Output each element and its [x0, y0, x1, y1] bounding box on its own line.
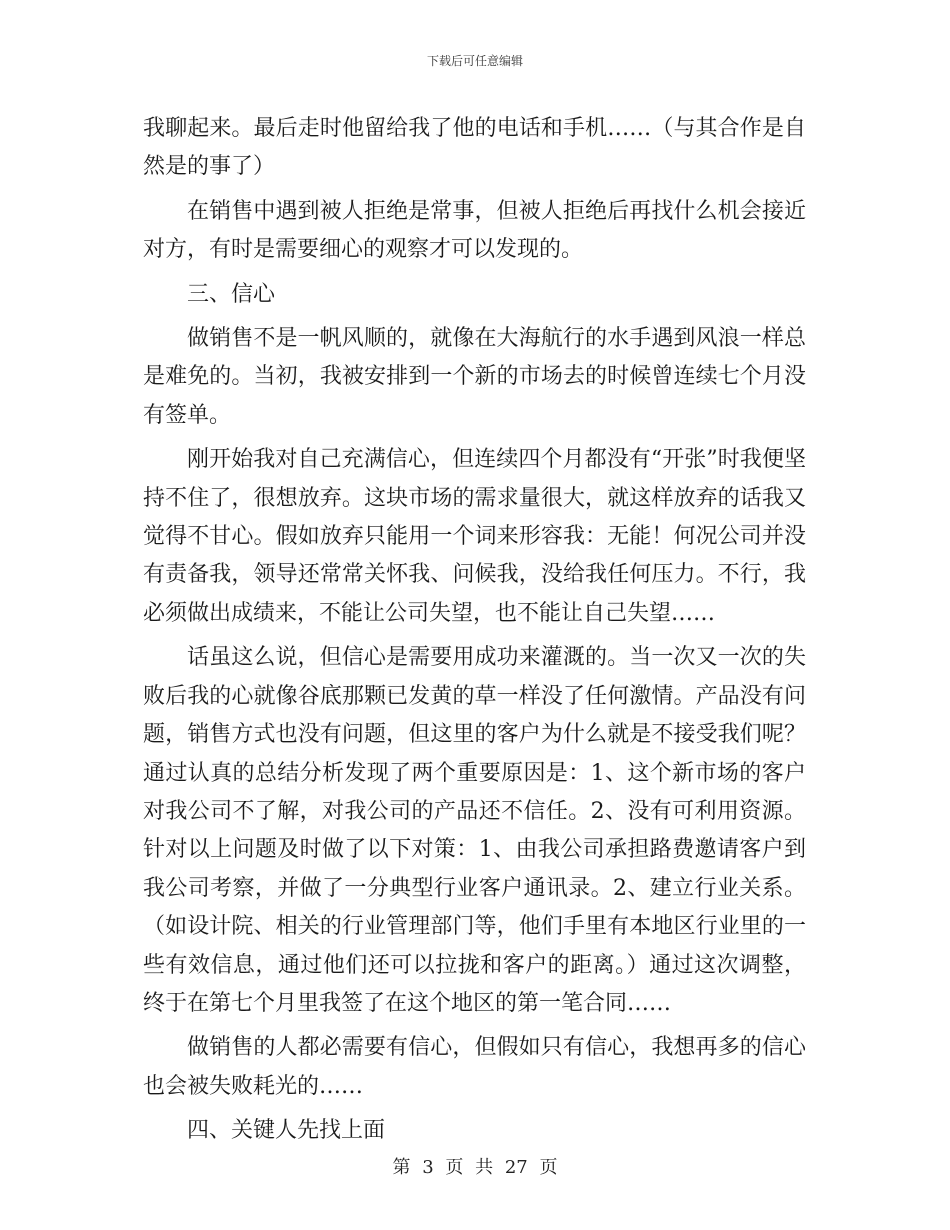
- page-header: 下载后可任意编辑: [426, 54, 523, 68]
- document-body: [143, 110, 806, 1151]
- paragraph-continuation: 我聊起来。最后走时他留给我了他的电话和手机……（与其合作是自然是的事了）: [143, 116, 806, 180]
- section-heading-key-person: 四、关键人先找上面: [187, 1118, 386, 1144]
- paragraph-confidence-summary: 做销售的人都必需要有信心，但假如只有信心，我想再多的信心也会被失败耗光的……: [143, 1035, 806, 1099]
- paragraph-self-confidence: 刚开始我对自己充满信心，但连续四个月都没有“开张”时我便坚持不住了，很想放弃。这块市场的需求量很大，就这样放弃的话我又觉得不甘心。假如放弃只能用一个词来形容我：无能！何况公司并没有责备我，领导还常常关怀我、问候我，没给我任何压力。不行，我必须做出成绩来，不能让公司失望，也不能让自己失望……: [143, 447, 806, 626]
- section-heading-confidence: 三、信心: [187, 281, 276, 307]
- page-number-footer: 第 3 页 共 27 页: [392, 1157, 558, 1178]
- paragraph-analysis: 话虽这么说，但信心是需要用成功来灌溉的。当一次又一次的失败后我的心就像谷底那颗已发黄的草一样没了任何激情。产品没有问题，销售方式也没有问题，但这里的客户为什么就是不接受我们呢？通过认真的总结分析发现了两个重要原因是：1、这个新市场的客户对我公司不了解，对我公司的产品还不信任。2、没有可利用资源。针对以上问题及时做了以下对策：1、由我公司承担路费邀请客户到我公司考察，并做了一分典型行业客户通讯录。2、建立行业关系。（如设计院、相关的行业管理部门等，他们手里有本地区行业里的一些有效信息，通过他们还可以拉拢和客户的距离。）通过这次调整，终于在第七个月里我签了在这个地区的第一笔合同……: [143, 645, 806, 1016]
- paragraph-new-market: 做销售不是一帆风顺的，就像在大海航行的水手遇到风浪一样总是难免的。当初，我被安排到一个新的市场去的时候曾连续七个月没有签单。: [143, 326, 806, 428]
- paragraph-rejection: 在销售中遇到被人拒绝是常事，但被人拒绝后再找什么机会接近对方，有时是需要细心的观察才可以发现的。: [143, 198, 806, 263]
